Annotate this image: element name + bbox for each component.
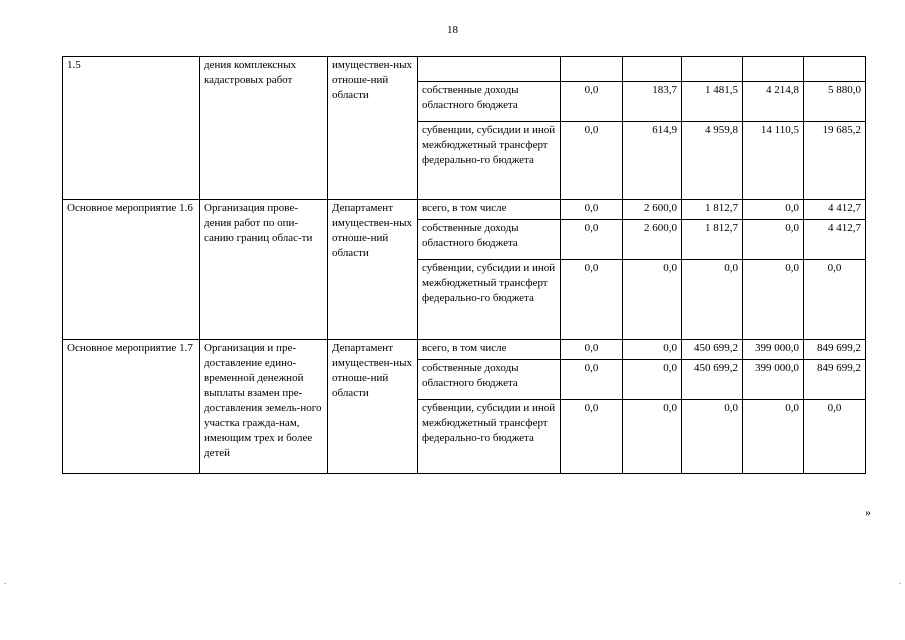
value-cell — [804, 57, 866, 82]
table-row — [63, 200, 866, 220]
event-name-cell: 1.5 — [63, 57, 200, 200]
value-cell: 0,0 — [623, 340, 682, 360]
event-description-cell: дения комплексных кадастровых работ — [200, 57, 328, 200]
value-cell: 0,0 — [561, 220, 623, 260]
value-cell: 14 110,5 — [743, 122, 804, 200]
value-cell: 0,0 — [561, 82, 623, 122]
value-cell: 1 481,5 — [682, 82, 743, 122]
value-cell: 450 699,2 — [682, 340, 743, 360]
responsible-cell: Департамент имуществен-ных отноше-ний области — [328, 200, 418, 340]
value-cell: 0,0 — [682, 260, 743, 340]
page-number: 18 — [447, 24, 458, 36]
value-cell: 0,0 — [561, 200, 623, 220]
event-description-cell: Организация и пре-доставление едино-временной денежной выплаты взамен пре-доставления земель-ного участка гражда-нам, имеющим трех и более детей — [200, 340, 328, 474]
table-body — [63, 57, 866, 474]
table-row — [63, 57, 866, 82]
responsible-cell: имуществен-ных отноше-ний области — [328, 57, 418, 200]
value-cell: 183,7 — [623, 82, 682, 122]
value-cell: 2 600,0 — [623, 220, 682, 260]
event-name-cell: Основное мероприятие 1.7 — [63, 340, 200, 474]
value-cell: 0,0 — [561, 360, 623, 400]
funding-source-cell: собственные доходы областного бюджета — [418, 82, 561, 122]
value-cell: 0,0 — [623, 400, 682, 474]
budget-table — [62, 56, 866, 474]
value-cell: 0,0 — [743, 260, 804, 340]
value-cell: 2 600,0 — [623, 200, 682, 220]
value-cell: 0,0 — [561, 400, 623, 474]
value-cell: 0,0 — [561, 260, 623, 340]
value-cell: 0,0 — [623, 360, 682, 400]
event-name-cell: Основное мероприятие 1.6 — [63, 200, 200, 340]
value-cell: 4 412,7 — [804, 220, 866, 260]
value-cell — [743, 57, 804, 82]
responsible-cell: Департамент имуществен-ных отноше-ний области — [328, 340, 418, 474]
value-cell: 4 959,8 — [682, 122, 743, 200]
value-cell: 0,0 — [561, 340, 623, 360]
value-cell — [682, 57, 743, 82]
closing-quote-mark: » — [865, 505, 871, 519]
funding-source-cell: собственные доходы областного бюджета — [418, 220, 561, 260]
value-cell: 399 000,0 — [743, 340, 804, 360]
event-description-cell: Организация прове-дения работ по опи-санию границ облас-ти — [200, 200, 328, 340]
scan-mark — [4, 583, 6, 584]
value-cell: 19 685,2 — [804, 122, 866, 200]
value-cell: 0,0 — [623, 260, 682, 340]
value-cell: 849 699,2 — [804, 360, 866, 400]
funding-source-cell: всего, в том числе — [418, 200, 561, 220]
table-row — [63, 340, 866, 360]
value-cell: 0,0 — [561, 122, 623, 200]
value-cell — [561, 57, 623, 82]
funding-source-cell: субвенции, субсидии и иной межбюджетный трансферт федерально-го бюджета — [418, 260, 561, 340]
funding-source-cell: всего, в том числе — [418, 340, 561, 360]
value-cell: 1 812,7 — [682, 220, 743, 260]
value-cell: 849 699,2 — [804, 340, 866, 360]
value-cell: 614,9 — [623, 122, 682, 200]
funding-source-cell: субвенции, субсидии и иной межбюджетный трансферт федерально-го бюджета — [418, 122, 561, 200]
value-cell: 4 214,8 — [743, 82, 804, 122]
funding-source-cell: субвенции, субсидии и иной межбюджетный трансферт федерально-го бюджета — [418, 400, 561, 474]
funding-source-cell: собственные доходы областного бюджета — [418, 360, 561, 400]
value-cell: 5 880,0 — [804, 82, 866, 122]
value-cell: 399 000,0 — [743, 360, 804, 400]
value-cell: 0,0 — [804, 400, 866, 474]
value-cell: 0,0 — [743, 200, 804, 220]
scan-mark — [899, 583, 901, 584]
value-cell: 0,0 — [804, 260, 866, 340]
value-cell: 0,0 — [682, 400, 743, 474]
value-cell: 450 699,2 — [682, 360, 743, 400]
value-cell — [623, 57, 682, 82]
funding-source-cell — [418, 57, 561, 82]
value-cell: 0,0 — [743, 220, 804, 260]
value-cell: 4 412,7 — [804, 200, 866, 220]
value-cell: 1 812,7 — [682, 200, 743, 220]
value-cell: 0,0 — [743, 400, 804, 474]
